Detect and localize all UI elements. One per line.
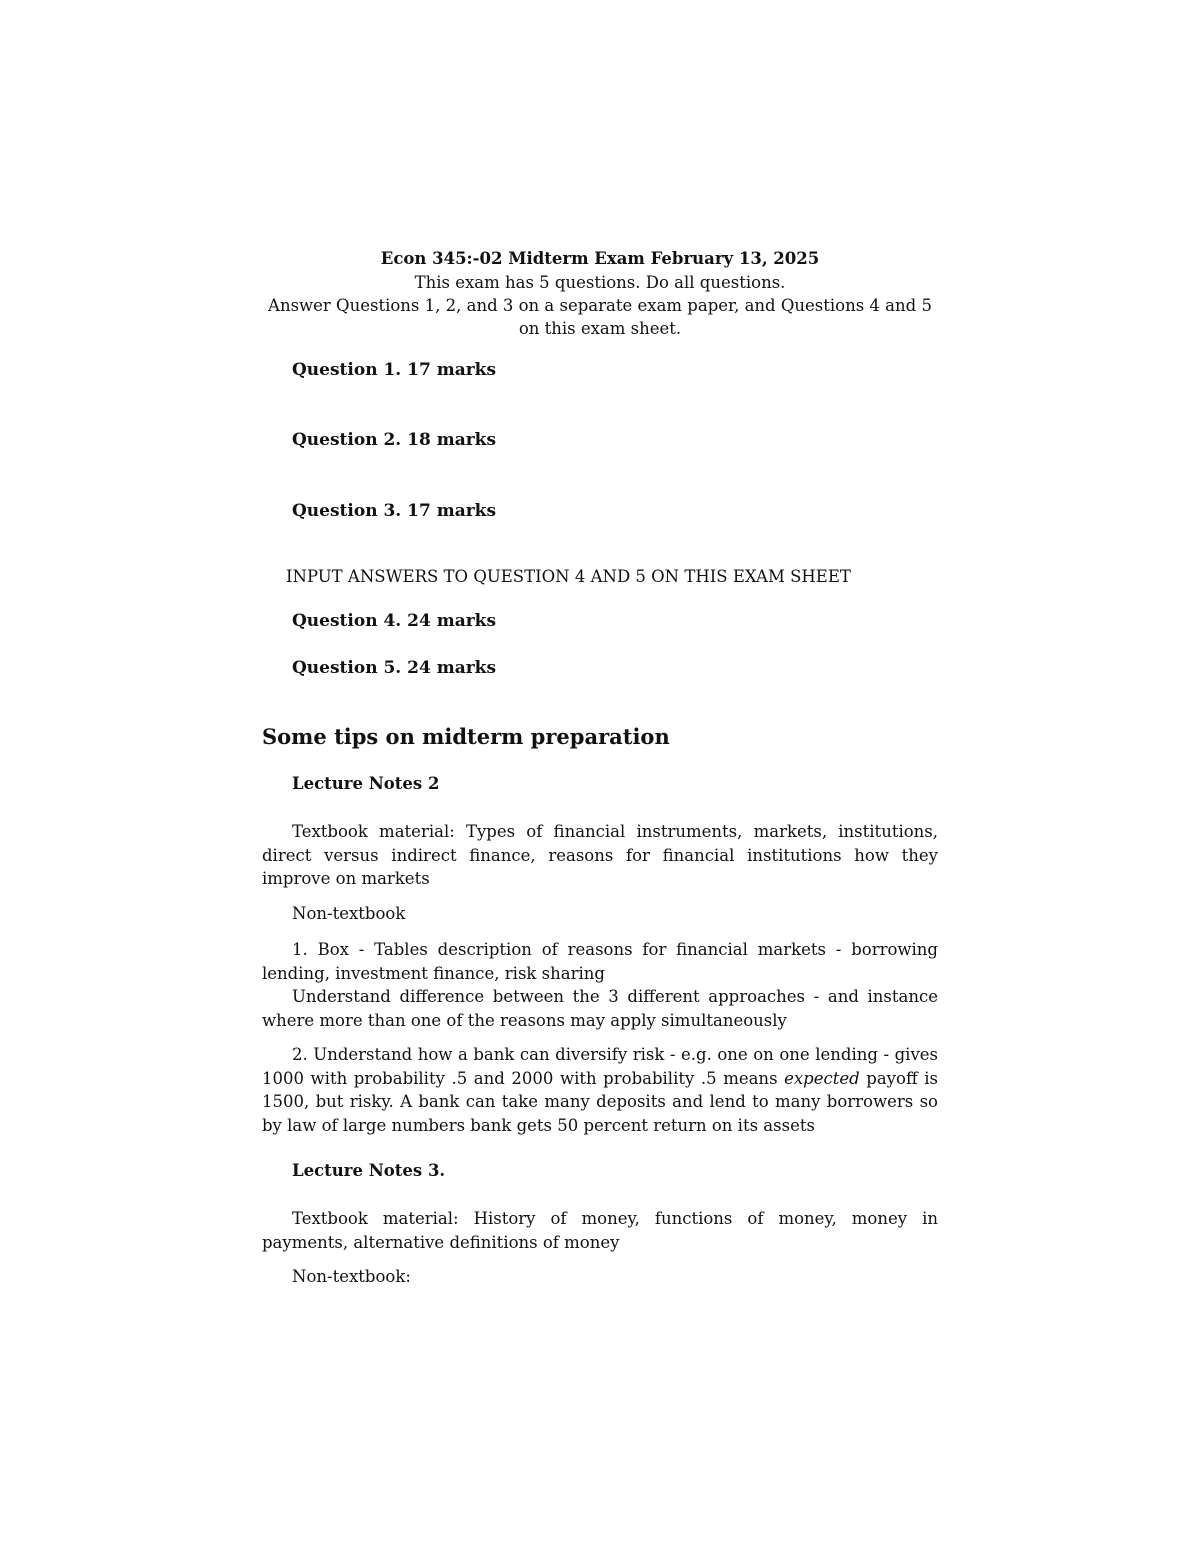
question-4-heading: Question 4. 24 marks xyxy=(292,611,497,631)
ln2-item-2-emphasis: expected xyxy=(784,1068,860,1088)
ln2-item-1: 1. Box - Tables description of reasons for financial markets - borrowing lending, investment finance, risk sharing xyxy=(262,940,938,983)
ln2-item-2-part-a: 2. Understand how a bank can diversify risk - e.g. one on one lending - gives 1000 with probability .5 and 2000 with probability .5 means xyxy=(262,1045,938,1088)
question-3-heading: Question 3. 17 marks xyxy=(292,501,497,521)
lecture-notes-2-heading: Lecture Notes 2 xyxy=(292,774,440,793)
question-2-heading: Question 2. 18 marks xyxy=(292,430,497,450)
exam-instructions-2: Answer Questions 1, 2, and 3 on a separate exam paper, and Questions 4 and 5 on this exam sheet. xyxy=(268,296,932,338)
ln2-item-2 xyxy=(262,1043,938,1137)
ln2-nontextbook-label: Non-textbook xyxy=(292,904,406,923)
exam-title: Econ 345:-02 Midterm Exam February 13, 2025 xyxy=(380,249,820,268)
ln2-item-1-note: Understand difference between the 3 different approaches - and instance where more than one of the reasons may apply simultaneously xyxy=(262,987,938,1030)
exam-instructions-1: This exam has 5 questions. Do all questions. xyxy=(414,273,786,292)
ln3-nontextbook-label: Non-textbook: xyxy=(292,1267,411,1286)
ln2-item-2-part-b: payoff is 1500, but risky. A bank can take many deposits and lend to many borrowers so by law of large numbers bank gets 50 percent return on its assets xyxy=(262,1068,938,1135)
ln2-textbook-paragraph: Textbook material: Types of financial instruments, markets, institutions, direct versus indirect finance, reasons for financial institutions how they improve on markets xyxy=(262,822,938,888)
ln3-textbook-paragraph: Textbook material: History of money, functions of money, money in payments, alternative definitions of money xyxy=(262,1209,938,1252)
question-5-heading: Question 5. 24 marks xyxy=(292,658,497,678)
lecture-notes-3-heading: Lecture Notes 3. xyxy=(292,1161,446,1180)
question-1-heading: Question 1. 17 marks xyxy=(292,360,497,380)
tips-heading: Some tips on midterm preparation xyxy=(262,724,670,749)
answer-notice: INPUT ANSWERS TO QUESTION 4 AND 5 ON THIS EXAM SHEET xyxy=(286,567,851,586)
